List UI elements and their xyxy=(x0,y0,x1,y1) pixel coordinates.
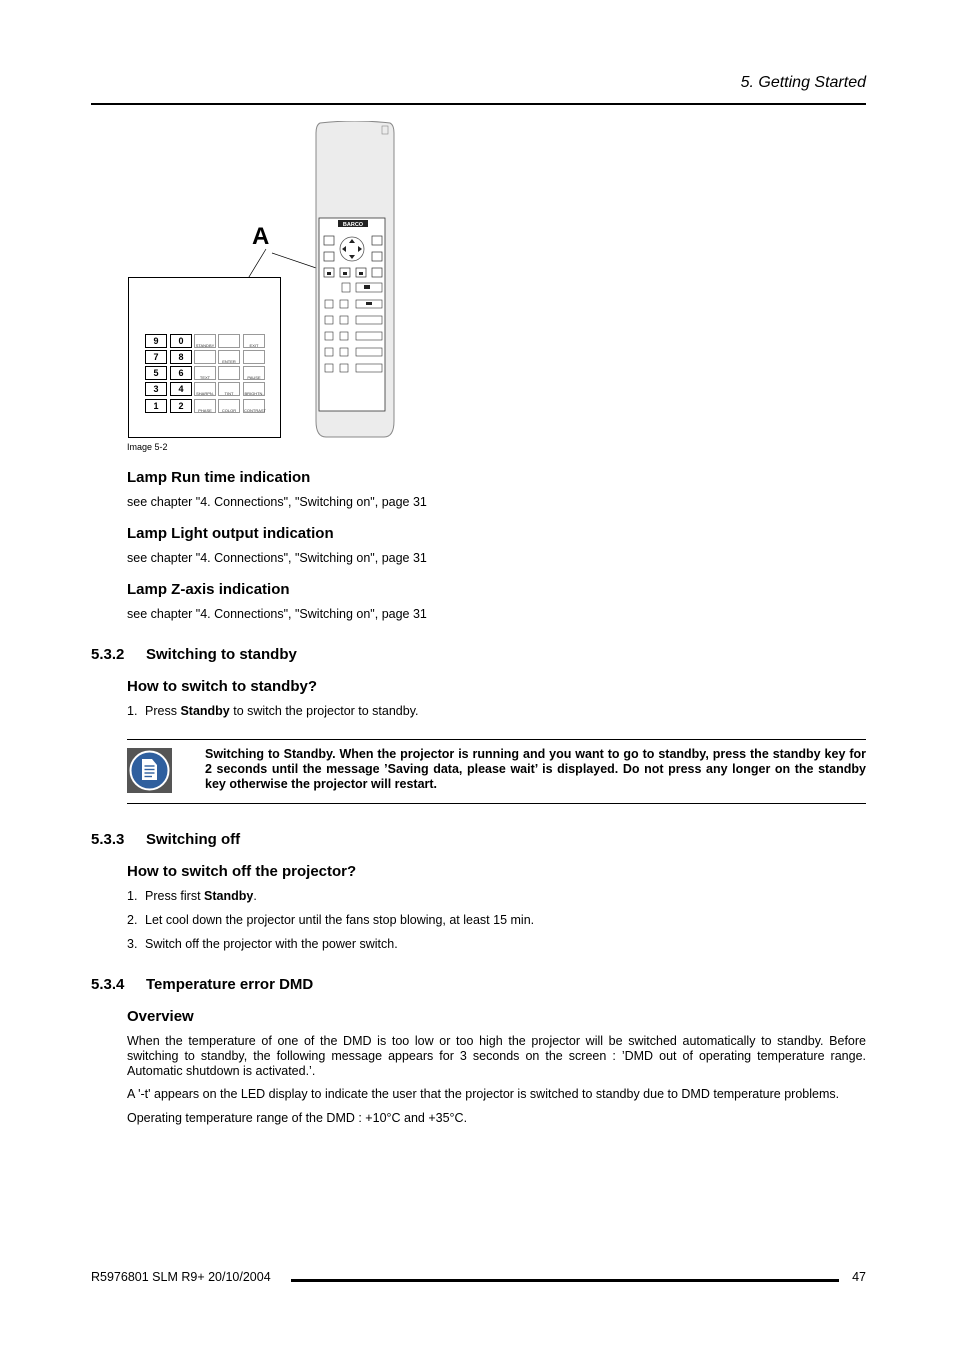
section-number: 5.3.3 xyxy=(91,831,125,848)
key-enter: ENTER xyxy=(218,350,240,364)
key-7: 7 xyxy=(145,350,167,364)
key-1: 1 xyxy=(145,399,167,413)
step-text: Press first xyxy=(145,889,205,903)
note-icon xyxy=(127,748,172,793)
key-text: TEXT xyxy=(194,366,216,380)
key-left xyxy=(194,350,216,364)
key-8: 8 xyxy=(170,350,192,364)
step-keyword: Standby xyxy=(204,889,254,903)
step-keyword: Standby xyxy=(180,704,230,718)
step-number: 3. xyxy=(127,937,138,951)
footer-doc-ref: R5976801 SLM R9+ 20/10/2004 xyxy=(91,1270,271,1284)
key-2: 2 xyxy=(170,399,192,413)
page-number: 47 xyxy=(852,1270,866,1284)
remote-keypad-zoom xyxy=(128,277,281,438)
key-sharpness: SHARPN. xyxy=(194,382,216,396)
step-text: Let cool down the projector until the fans stop blowing, at least 15 min. xyxy=(145,913,535,927)
step-standby-1 xyxy=(127,704,419,718)
section-title: Temperature error DMD xyxy=(146,976,314,993)
key-brightness: BRIGHTN. xyxy=(243,382,265,396)
text-lamp-run-time: see chapter "4. Connections", "Switching on", page 31 xyxy=(127,495,427,509)
note-bottom-rule xyxy=(127,803,866,804)
key-5: 5 xyxy=(145,366,167,380)
heading-how-to-standby: How to switch to standby? xyxy=(127,678,317,695)
document-note-icon xyxy=(127,748,172,793)
key-tint: TINT xyxy=(218,382,240,396)
key-9: 9 xyxy=(145,334,167,348)
step-switch-off-3 xyxy=(127,937,398,951)
section-heading-5-3-2 xyxy=(91,646,297,663)
key-phase: PHASE xyxy=(194,399,216,413)
key-0: 0 xyxy=(170,334,192,348)
step-switch-off-1 xyxy=(127,889,257,903)
heading-how-to-switch-off: How to switch off the projector? xyxy=(127,863,357,880)
remote-brand-logo: BARCO xyxy=(342,222,364,228)
step-number: 1. xyxy=(127,889,138,903)
step-text: Press xyxy=(145,704,181,718)
heading-overview: Overview xyxy=(127,1008,194,1025)
heading-lamp-run-time: Lamp Run time indication xyxy=(127,469,311,486)
key-contrast: CONTRAST xyxy=(243,399,265,413)
key-pause: PAUSE xyxy=(243,366,265,380)
section-heading-5-3-3 xyxy=(91,831,240,848)
section-title: Switching off xyxy=(146,831,241,848)
figure-caption: Image 5-2 xyxy=(127,442,168,452)
heading-lamp-light-output: Lamp Light output indication xyxy=(127,525,334,542)
key-4: 4 xyxy=(170,382,192,396)
key-down xyxy=(218,366,240,380)
key-up xyxy=(218,334,240,348)
key-color: COLOR xyxy=(218,399,240,413)
text-lamp-light-output: see chapter "4. Connections", "Switching on", page 31 xyxy=(127,551,427,565)
key-right xyxy=(243,350,265,364)
step-number: 2. xyxy=(127,913,138,927)
step-text: Switch off the projector with the power switch. xyxy=(145,937,398,951)
key-exit: EXIT xyxy=(243,334,265,348)
section-number: 5.3.2 xyxy=(91,646,125,663)
step-switch-off-2 xyxy=(127,913,534,927)
figure-label-a: A xyxy=(252,223,270,250)
paragraph-dmd-temperature: When the temperature of one of the DMD is too low or too high the projector will be switched automatically to standby. Before switching to standby, the following message appears for 3 seconds on the screen : ’DMD out of operating temperature range. Automatic shutdown is activated.’. xyxy=(127,1034,866,1078)
chapter-title: 5. Getting Started xyxy=(740,74,866,91)
paragraph-led-display: A '-t' appears on the LED display to indicate the user that the projector is switched to standby due to DMD temperature problems. xyxy=(127,1087,840,1101)
footer-rule xyxy=(291,1279,839,1282)
section-number: 5.3.4 xyxy=(91,976,125,993)
section-heading-5-3-4 xyxy=(91,976,313,993)
paragraph-temperature-range: Operating temperature range of the DMD : +10°C and +35°C. xyxy=(127,1111,468,1125)
text-lamp-z-axis: see chapter "4. Connections", "Switching on", page 31 xyxy=(127,607,427,621)
heading-lamp-z-axis: Lamp Z-axis indication xyxy=(127,581,290,598)
note-top-rule xyxy=(127,739,866,740)
step-text-end: to switch the projector to standby. xyxy=(229,704,419,718)
step-text-end: . xyxy=(253,889,257,903)
remote-control-illustration xyxy=(314,121,396,439)
key-3: 3 xyxy=(145,382,167,396)
note-standby-warning: Switching to Standby. When the projector is running and you want to go to standby, press the standby key for 2 seconds until the message ’Saving data, please wait’ is displayed. Do not press any longer on the standby key otherwise the projector will restart. xyxy=(205,747,866,791)
key-6: 6 xyxy=(170,366,192,380)
key-standby: STANDBY xyxy=(194,334,216,348)
step-number: 1. xyxy=(127,704,138,718)
section-title: Switching to standby xyxy=(146,646,297,663)
